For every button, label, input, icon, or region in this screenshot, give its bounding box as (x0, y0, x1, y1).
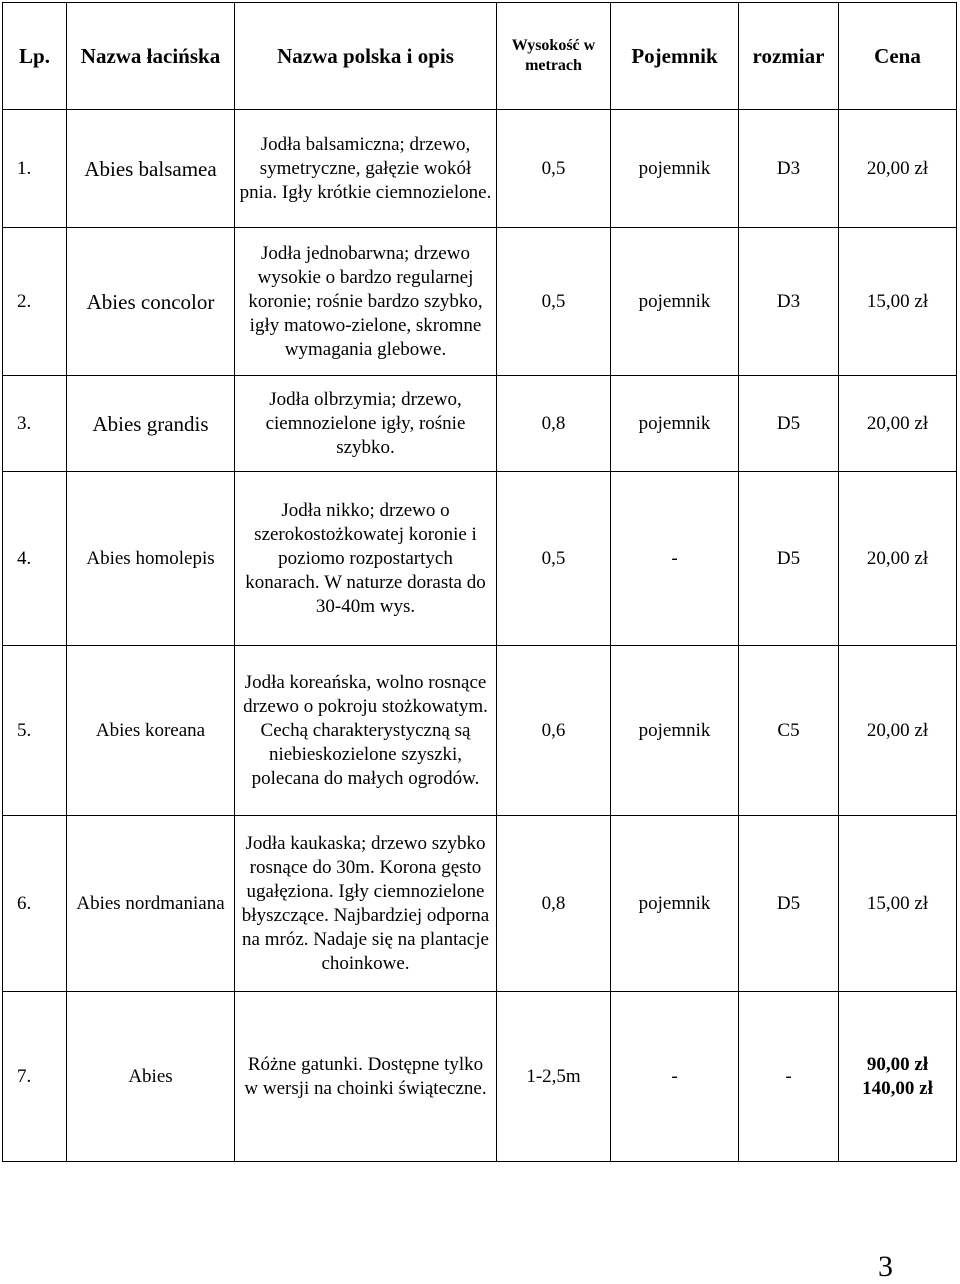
description: Różne gatunki. Dostępne tylko w wersji na choinki świąteczne. (235, 992, 497, 1162)
description: Jodła balsamiczna; drzewo, symetryczne, gałęzie wokół pnia. Igły krótkie ciemnozielone. (235, 110, 497, 228)
size-value: - (739, 992, 839, 1162)
header-polish-name: Nazwa polska i opis (235, 3, 497, 110)
size-value: D3 (739, 228, 839, 376)
header-latin-name: Nazwa łacińska (67, 3, 235, 110)
table-row (3, 816, 957, 992)
latin-name: Abies koreana (67, 646, 235, 816)
size-value: C5 (739, 646, 839, 816)
row-number: 5. (3, 646, 67, 816)
container-value: pojemnik (611, 376, 739, 472)
table-row (3, 992, 957, 1162)
height-value: 0,5 (497, 228, 611, 376)
row-number: 1. (3, 110, 67, 228)
description: Jodła koreańska, wolno rosnące drzewo o pokroju stożkowatym. Cechą charakterystyczną są niebieskozielone szyszki, polecana do małych ogrodów. (235, 646, 497, 816)
table-row (3, 110, 957, 228)
latin-name: Abies concolor (67, 228, 235, 376)
container-value: pojemnik (611, 228, 739, 376)
height-value: 0,8 (497, 376, 611, 472)
header-height: Wysokość w metrach (497, 3, 611, 110)
container-value: - (611, 472, 739, 646)
row-number: 6. (3, 816, 67, 992)
container-value: - (611, 992, 739, 1162)
price-value: 20,00 zł (839, 646, 957, 816)
row-number: 4. (3, 472, 67, 646)
table-row (3, 228, 957, 376)
header-lp: Lp. (3, 3, 67, 110)
row-number: 2. (3, 228, 67, 376)
height-value: 0,5 (497, 472, 611, 646)
height-value: 1-2,5m (497, 992, 611, 1162)
latin-name: Abies (67, 992, 235, 1162)
price-value: 15,00 zł (839, 816, 957, 992)
description: Jodła nikko; drzewo o szerokostożkowatej koronie i poziomo rozpostartych konarach. W naturze dorasta do 30-40m wys. (235, 472, 497, 646)
price-value (839, 992, 957, 1162)
price-value-1: 90,00 zł (866, 1053, 929, 1075)
latin-name: Abies grandis (67, 376, 235, 472)
description: Jodła olbrzymia; drzewo, ciemnozielone igły, rośnie szybko. (235, 376, 497, 472)
price-value: 20,00 zł (839, 376, 957, 472)
header-container: Pojemnik (611, 3, 739, 110)
height-value: 0,5 (497, 110, 611, 228)
row-number: 3. (3, 376, 67, 472)
table-row (3, 376, 957, 472)
height-value: 0,6 (497, 646, 611, 816)
container-value: pojemnik (611, 816, 739, 992)
size-value: D5 (739, 472, 839, 646)
description: Jodła jednobarwna; drzewo wysokie o bardzo regularnej koronie; rośnie bardzo szybko, igły matowo-zielone, skromne wymagania glebowe. (235, 228, 497, 376)
price-value-2: 140,00 zł (862, 1077, 933, 1099)
description: Jodła kaukaska; drzewo szybko rosnące do 30m. Korona gęsto ugałęziona. Igły ciemnozielone błyszczące. Najbardziej odporna na mróz. Nadaje się na plantacje choinkowe. (235, 816, 497, 992)
table-row (3, 472, 957, 646)
height-value: 0,8 (497, 816, 611, 992)
table-header-row (3, 3, 957, 110)
table-row (3, 646, 957, 816)
size-value: D5 (739, 376, 839, 472)
price-list-table (2, 2, 957, 1162)
latin-name: Abies balsamea (67, 110, 235, 228)
latin-name: Abies nordmaniana (67, 816, 235, 992)
price-value: 15,00 zł (839, 228, 957, 376)
page-number: 3 (878, 1250, 893, 1283)
size-value: D5 (739, 816, 839, 992)
size-value: D3 (739, 110, 839, 228)
row-number: 7. (3, 992, 67, 1162)
price-value: 20,00 zł (839, 110, 957, 228)
container-value: pojemnik (611, 110, 739, 228)
latin-name: Abies homolepis (67, 472, 235, 646)
container-value: pojemnik (611, 646, 739, 816)
header-size: rozmiar (739, 3, 839, 110)
price-value: 20,00 zł (839, 472, 957, 646)
header-price: Cena (839, 3, 957, 110)
